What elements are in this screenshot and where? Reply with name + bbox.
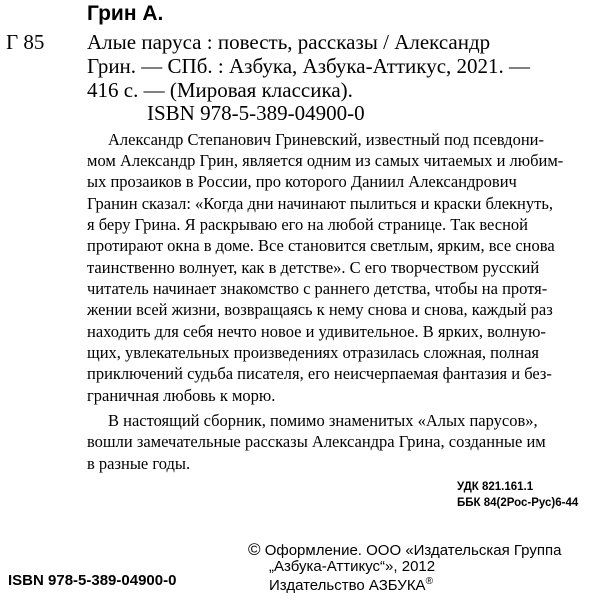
annotation-line: приключений судьба писателя, его неисчерпаемая фантазия и без- [87, 364, 552, 383]
annotation-line: я беру Грина. Я раскрываю его на любой странице. Так весной [87, 215, 528, 234]
copyright-line [248, 540, 561, 560]
annotation-line: находить для себя нечто новое и удивительное. В ярких, волную- [87, 322, 546, 341]
bibliographic-line: Алые паруса : повесть, рассказы / Александр [87, 30, 491, 54]
annotation-line: щих, увлекательных произведениях отразилась сложная, полная [87, 343, 540, 362]
annotation-line: Александр Степанович Гриневский, известный под псевдони- [108, 130, 544, 149]
annotation-line: таинственно волнует, как в детстве». С его творчеством русский [87, 258, 540, 277]
annotation-line: в разные годы. [87, 454, 191, 473]
copyright-line: „Азбука-Аттикус“», 2012 [269, 558, 436, 575]
udc-code: УДК 821.161.1 [457, 481, 534, 493]
bibliographic-line: Грин. — СПб. : Азбука, Азбука-Аттикус, 2021. — [87, 54, 531, 78]
annotation-line: вошли замечательные рассказы Александра Грина, созданные им [87, 432, 546, 451]
classification-code: Г 85 [6, 30, 45, 54]
copyright-text: Оформление. ООО «Издательская Группа [264, 542, 562, 559]
annotation-line: ых прозаиков в России, про которого Даниил Александрович [87, 172, 517, 191]
annotation-line: читатель начинает знакомство с раннего детства, чтобы на протя- [87, 279, 548, 298]
isbn-top: ISBN 978-5-389-04900-0 [147, 101, 365, 125]
copyright-line [269, 576, 433, 594]
bibliographic-line: 416 с. — (Мировая классика). [87, 78, 353, 102]
annotation-line: граничная любовь к морю. [87, 386, 276, 405]
registered-trademark: ® [425, 576, 433, 587]
isbn-bottom: ISBN 978-5-389-04900-0 [8, 572, 177, 589]
bbk-code: ББК 84(2Рос-Рус)6-44 [457, 497, 579, 509]
publisher-name: Издательство АЗБУКА [269, 577, 426, 594]
copyright-symbol: © [248, 540, 261, 559]
annotation-line: Гранин сказал: «Когда дни начинают пылиться и краски блекнуть, [87, 194, 553, 213]
annotation-line: В настоящий сборник, помимо знаменитых «Алых парусов», [108, 411, 538, 430]
annotation-line: мом Александр Грин, является одним из самых читаемых и любим- [87, 151, 564, 170]
author-name: Грин А. [87, 2, 164, 25]
annotation-line: протирают окна в доме. Все становится светлым, ярким, все снова [87, 236, 555, 255]
annotation-line: жении всей жизни, возвращаясь к нему снова и снова, каждый раз [87, 300, 553, 319]
